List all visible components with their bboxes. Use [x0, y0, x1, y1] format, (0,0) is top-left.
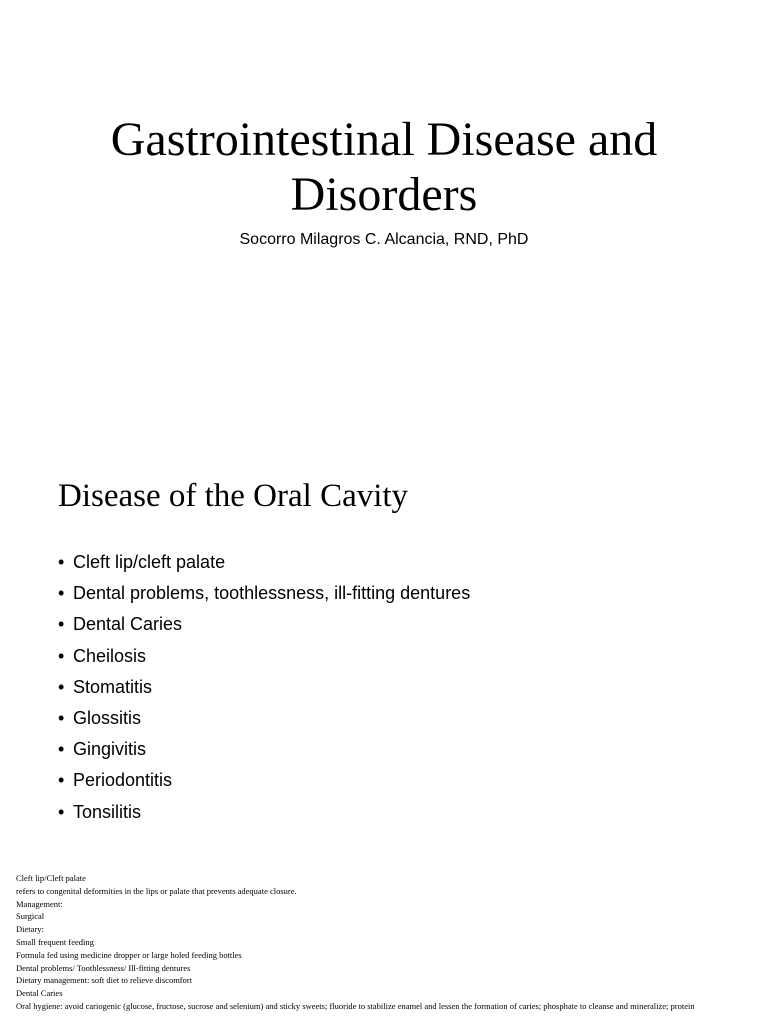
bullet-item	[58, 734, 470, 765]
notes-line: refers to congenital deformities in the lips or palate that prevents adequate closure.	[16, 885, 297, 896]
notes-line: Formula fed using medicine dropper or large holed feeding bottles	[16, 949, 242, 960]
bullet-dot: •	[58, 676, 65, 697]
bullet-text: Cleft lip/cleft palate	[73, 552, 226, 572]
bullet-text: Glossitis	[73, 707, 142, 728]
bullet-dot: •	[58, 739, 65, 760]
bullet-dot: •	[58, 583, 65, 604]
bullet-dot: •	[58, 770, 65, 791]
bullet-list	[58, 547, 470, 828]
slide-title-line-1: Gastrointestinal Disease and	[110, 113, 658, 166]
bullet-item	[58, 578, 470, 609]
slide-title-line-2: Disorders	[290, 168, 478, 221]
notes-line: Dental Caries	[16, 988, 63, 999]
content-slide	[0, 432, 768, 864]
bullet-text: Dental problems, toothlessness, ill-fitting dentures	[73, 583, 471, 604]
notes-line: Small frequent feeding	[16, 936, 94, 947]
bullet-text: Stomatitis	[73, 676, 153, 697]
notes-line: Dietary:	[16, 924, 44, 935]
bullet-dot: •	[58, 707, 65, 728]
notes-line: Oral hygiene: avoid cariogenic (glucose, fructose, sucrose and selenium) and sticky sweets; fluoride to stabilize enamel and lessen the formation of caries; phosphate to cleanse and mineralize; protein	[16, 1000, 695, 1011]
bullet-item	[58, 547, 470, 578]
bullet-item	[58, 765, 470, 796]
author-subtitle: Socorro Milagros C. Alcancia, RND, PhD	[239, 231, 529, 248]
bullet-dot: •	[58, 645, 65, 666]
bullet-dot: •	[58, 801, 65, 822]
bullet-item	[58, 797, 470, 828]
bullet-item	[58, 703, 470, 734]
notes-line: Management:	[16, 898, 63, 909]
speaker-notes	[16, 872, 761, 1013]
bullet-text: Dental Caries	[73, 614, 183, 635]
bullet-text: Gingivitis	[73, 739, 147, 760]
bullet-text: Cheilosis	[73, 645, 147, 666]
bullet-item	[58, 609, 470, 640]
notes-line: Cleft lip/Cleft palate	[16, 873, 86, 883]
bullet-item	[58, 672, 470, 703]
bullet-text: Tonsilitis	[73, 801, 142, 822]
bullet-item	[58, 641, 470, 672]
title-slide	[0, 0, 768, 432]
slide-title	[0, 112, 768, 222]
bullet-dot: •	[58, 614, 65, 635]
bullet-dot: •	[58, 552, 65, 572]
section-title: Disease of the Oral Cavity	[58, 478, 409, 514]
notes-line: Surgical	[16, 911, 45, 922]
notes-line: Dental problems/ Toothlessness/ Ill-fitting dentures	[16, 962, 191, 973]
bullet-text: Periodontitis	[73, 770, 173, 791]
notes-line: Dietary management: soft diet to relieve discomfort	[16, 975, 193, 986]
